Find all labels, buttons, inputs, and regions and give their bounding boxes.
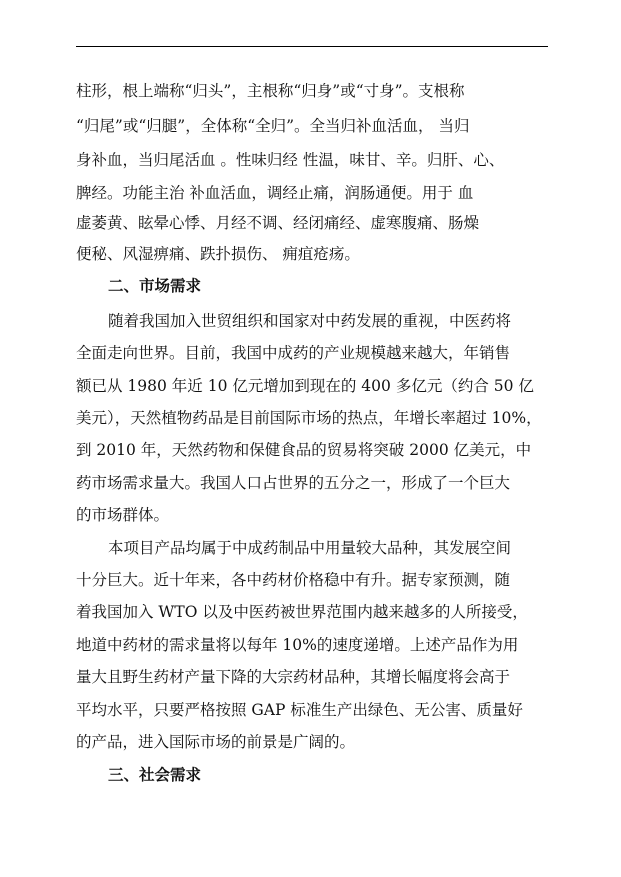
section-heading-social: 三、社会需求 — [108, 765, 202, 784]
body-line: 随着我国加入世贸组织和国家对中药发展的重视，中医药将 — [108, 312, 512, 330]
body-line: 虚萎黄、眩晕心悸、月经不调、经闭痛经、虚寒腹痛、肠燥 — [76, 214, 480, 232]
body-line: 身补血，当归尾活血 。性味归经 性温，味甘、辛。归肝、心、 — [76, 151, 505, 169]
body-line: 地道中药材的需求量将以每年 10%的速度递增。上述产品作为用 — [76, 636, 519, 654]
header-rule — [76, 46, 548, 47]
body-line: 到 2010 年，天然药物和保健食品的贸易将突破 2000 亿美元，中 — [76, 441, 532, 459]
body-line: 平均水平，只要严格按照 GAP 标准生产出绿色、无公害、质量好 — [76, 701, 523, 719]
body-line: 药市场需求量大。我国人口占世界的五分之一，形成了一个巨大 — [76, 474, 511, 492]
body-line: 便秘、风湿痹痛、跌扑损伤、 痈疽疮疡。 — [76, 245, 360, 263]
section-heading-market: 二、市场需求 — [108, 276, 202, 295]
body-line: 的市场群体。 — [76, 506, 170, 524]
body-line: “归尾”或“归腿”，全体称“全归”。全当归补血活血， 当归 — [76, 117, 470, 135]
body-line: 量大且野生药材产量下降的大宗药材品种，其增长幅度将会高于 — [76, 668, 511, 686]
body-line: 着我国加入 WTO 以及中医药被世界范围内越来越多的人所接受， — [76, 603, 528, 621]
body-line: 全面走向世界。目前，我国中成药的产业规模越来越大，年销售 — [76, 344, 511, 362]
body-line: 柱形，根上端称“归头”，主根称“归身”或“寸身”。支根称 — [76, 82, 465, 100]
body-line: 额已从 1980 年近 10 亿元增加到现在的 400 多亿元（约合 50 亿 — [76, 377, 534, 395]
body-line: 本项目产品均属于中成药制品中用量较大品种，其发展空间 — [108, 539, 512, 557]
body-line: 美元），天然植物药品是目前国际市场的热点，年增长率超过 10%， — [76, 409, 542, 427]
body-line: 的产品，进入国际市场的前景是广阔的。 — [76, 733, 356, 751]
body-line: 十分巨大。近十年来，各中药材价格稳中有升。据专家预测，随 — [76, 571, 511, 589]
body-line: 脾经。功能主治 补血活血，调经止痛，润肠通便。用于 血 — [76, 184, 474, 202]
